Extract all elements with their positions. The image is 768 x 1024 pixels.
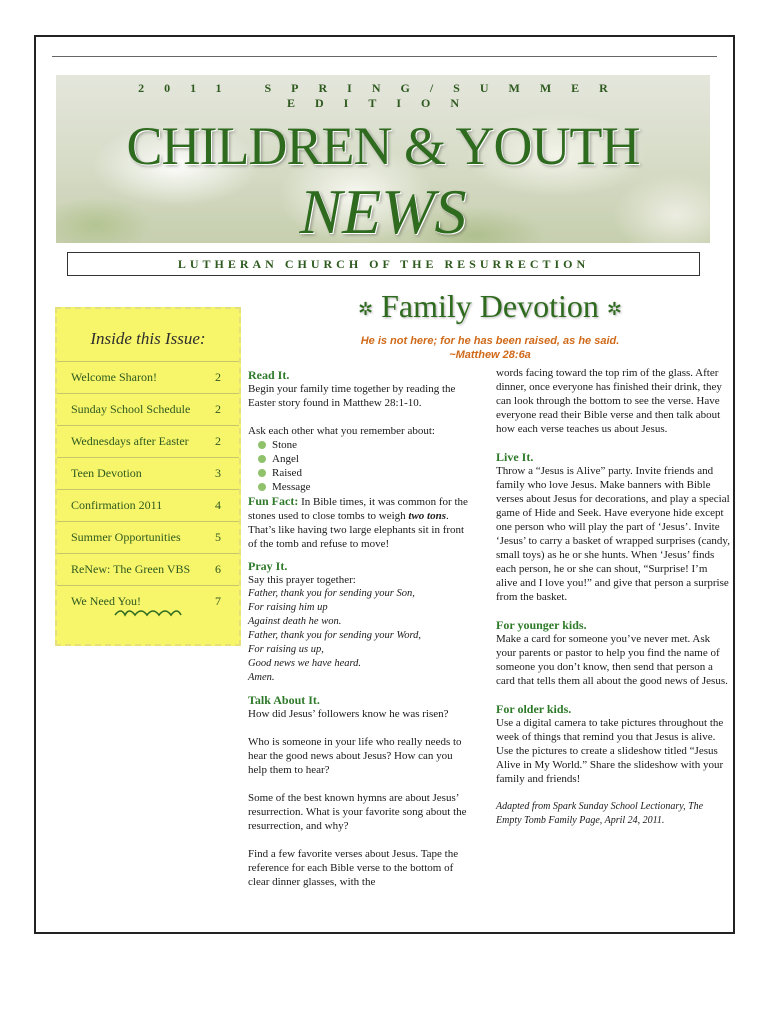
toc-item-page: 4: [215, 498, 221, 512]
article-column-2: [496, 366, 730, 828]
list-item: Raised: [272, 466, 474, 480]
toc-item[interactable]: [57, 521, 239, 553]
toc-item[interactable]: [57, 489, 239, 521]
toc-item-label: Wednesdays after Easter: [71, 434, 189, 448]
toc-item[interactable]: [57, 361, 239, 393]
talk-question: Find a few favorite verses about Jesus. Tape the reference for each Bible verse to the bottom of clear dinner glasses, with the: [248, 848, 459, 888]
talk-question: How did Jesus’ followers know he was risen?: [248, 708, 449, 720]
verse-text: He is not here; for he has been raised, as he said.: [360, 335, 620, 347]
top-rule: [52, 56, 717, 57]
sparkle-ornament-icon: ✲: [358, 299, 374, 320]
pray-it-heading: Pray It.: [248, 559, 288, 573]
fun-fact-paragraph: [248, 494, 474, 551]
read-it-heading: Read It.: [248, 368, 290, 382]
toc-item-label: ReNew: The Green VBS: [71, 562, 191, 576]
article-column-1: [248, 368, 474, 889]
talk-question: Who is someone in your life who really needs to hear the good news about Jesus? How can you help them to hear?: [248, 736, 462, 776]
pray-intro: Say this prayer together:: [248, 574, 356, 586]
talk-question: Some of the best known hymns are about Jesus’ resurrection. What is your favorite song about the resurrection, and why?: [248, 792, 467, 832]
toc-item-page: 6: [215, 562, 221, 576]
inside-issue-sidebar: [55, 307, 241, 646]
prayer-line: Father, thank you for sending your Son,: [248, 588, 415, 599]
fun-fact-text: In Bible times, it was common for the stones used to close tombs to weigh: [248, 496, 468, 522]
fun-fact-text: . That’s like having two large elephants sit in front of the tomb and refuse to move!: [248, 510, 465, 550]
prayer-line: For raising us up,: [248, 644, 324, 655]
devotion-title: Family Devotion: [381, 288, 599, 324]
toc-item-label: Summer Opportunities: [71, 530, 181, 544]
source-credit: Adapted from Spark Sunday School Lectionary, The Empty Tomb Family Page, April 24, 2011.: [496, 801, 704, 826]
ask-text: Ask each other what you remember about:: [248, 425, 435, 437]
toc-item-label: Sunday School Schedule: [71, 402, 191, 416]
toc-item-label: Welcome Sharon!: [71, 370, 158, 384]
family-devotion-heading: [330, 288, 650, 325]
remember-list: [248, 438, 474, 494]
toc-item[interactable]: [57, 553, 239, 585]
verse-reference: ~Matthew 28:6a: [449, 349, 531, 361]
decorative-flourish-icon: [57, 605, 239, 624]
toc-item-label: Teen Devotion: [71, 466, 142, 480]
church-name: LUTHERAN CHURCH OF THE RESURRECTION: [67, 252, 700, 276]
prayer-line: Amen.: [248, 672, 275, 683]
older-kids-text: Use a digital camera to take pictures throughout the week of things that remind you that Jesus is alive. Use the pictures to create a slideshow titled “Jesus Alive in My World.” Share the slideshow with your family and friends!: [496, 717, 724, 785]
table-of-contents: [57, 361, 239, 617]
list-item: Message: [272, 480, 474, 494]
live-it-heading: Live It.: [496, 450, 534, 464]
toc-item-label: Confirmation 2011: [71, 498, 163, 512]
newsletter-title: CHILDREN & YOUTH: [126, 116, 640, 176]
continued-text: words facing toward the top rim of the glass. After dinner, once everyone has finished their drink, they can look through the bottom to see the verse. Have everyone read their Bible verse and then talk about how each verse teaches us about Jesus.: [496, 367, 722, 435]
toc-item[interactable]: [57, 457, 239, 489]
fun-fact-label: Fun Fact:: [248, 494, 299, 508]
talk-about-it-heading: Talk About It.: [248, 693, 320, 707]
prayer-line: Father, thank you for sending your Word,: [248, 630, 422, 641]
toc-item-page: 5: [215, 530, 221, 544]
list-item: Angel: [272, 452, 474, 466]
inside-issue-title: Inside this Issue:: [90, 329, 206, 348]
scripture-verse: [330, 334, 650, 362]
toc-item[interactable]: [57, 393, 239, 425]
sparkle-ornament-icon: ✲: [606, 299, 622, 320]
read-it-text: Begin your family time together by reading the Easter story found in Matthew 28:1-10.: [248, 383, 456, 409]
toc-item-page: 7: [215, 594, 221, 608]
toc-item-page: 3: [215, 466, 221, 480]
toc-item-page: 2: [215, 402, 221, 416]
toc-item-page: 2: [215, 370, 221, 384]
prayer-line: Good news we have heard.: [248, 658, 362, 669]
older-kids-heading: For older kids.: [496, 702, 572, 716]
younger-kids-heading: For younger kids.: [496, 618, 587, 632]
younger-kids-text: Make a card for someone you’ve never met. Ask your parents or pastor to help you find the name of someone you don’t know, then send that person a card that tells them all about the good news of Jesus.: [496, 633, 728, 687]
toc-item-label: We Need You!: [71, 594, 142, 608]
toc-item-page: 2: [215, 434, 221, 448]
prayer-text: [248, 587, 474, 685]
masthead-banner: [56, 75, 710, 243]
prayer-line: For raising him up: [248, 602, 328, 613]
fun-fact-emphasis: two tons: [408, 510, 447, 522]
live-it-text: Throw a “Jesus is Alive” party. Invite friends and family who love Jesus. Make banners with Bible verses about Jesus for decorations, and play a special game of Hide and Seek. Have everyone hide except one person who will play the part of ‘Jesus’. Invite ‘Jesus’ to carry a basket of wrapped surprises (candy, small toys) as he or she hunts. When ‘Jesus’ finds each person, he or she can shout, “Surprise! I’m alive and I love you!” and give that person a surprise from the basket.: [496, 465, 730, 603]
toc-item[interactable]: [57, 425, 239, 457]
edition-label: 2011 SPRING/SUMMER EDITION: [138, 81, 628, 110]
list-item: Stone: [272, 438, 474, 452]
prayer-line: Against death he won.: [248, 616, 342, 627]
newsletter-news-title: NEWS: [299, 176, 467, 243]
